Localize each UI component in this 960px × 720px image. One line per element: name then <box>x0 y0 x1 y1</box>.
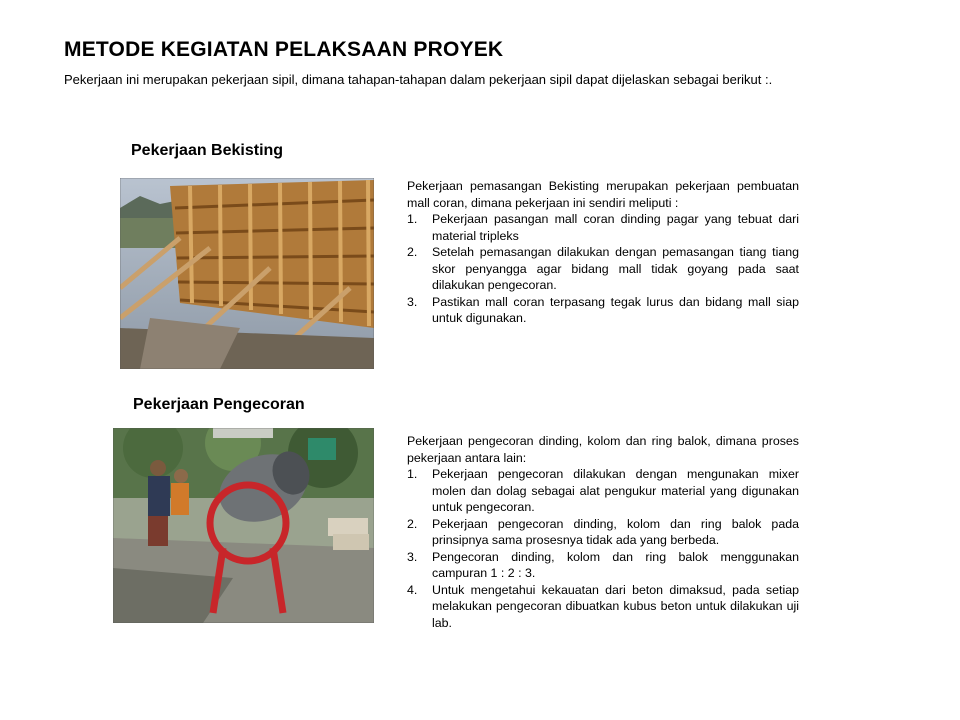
list-number: 1. <box>407 467 418 481</box>
list-text: Setelah pemasangan dilakukan dengan pemasangan tiang tiang skor penyangga agar bidang mall tidak goyang pada saat dilakukan pengecoran. <box>432 245 799 292</box>
list-text: Untuk mengetahui kekauatan dari beton dimaksud, pada setiap melakukan pengecoran dibuatkan kubus beton untuk dilakukan uji lab. <box>432 582 799 630</box>
concrete-mixer-photo <box>113 428 374 623</box>
list-number: 3. <box>407 549 418 564</box>
pengecoran-description <box>407 433 799 631</box>
section-heading-pengecoran: Pekerjaan Pengecoran <box>133 396 305 413</box>
list-text: Pekerjaan pasangan mall coran dinding pagar yang tebuat dari material tripleks <box>432 212 799 243</box>
bekisting-description <box>407 178 799 327</box>
list-number: 3. <box>407 294 418 309</box>
list-item <box>407 549 799 582</box>
list-item <box>407 244 799 294</box>
list-number: 4. <box>407 582 418 597</box>
list-number: 2. <box>407 245 418 259</box>
list-item <box>407 466 799 516</box>
list-item <box>407 294 799 327</box>
list-item <box>407 582 799 632</box>
bekisting-intro: Pekerjaan pemasangan Bekisting merupakan pekerjaan pembuatan mall coran, dimana pekerjaan ini sendiri meliputi : <box>407 179 799 210</box>
list-text: Pekerjaan pengecoran dilakukan dengan mengunakan mixer molen dan dolag sebagai alat pengukur material yang digunakan untuk pengecoran. <box>432 467 799 514</box>
list-text: Pekerjaan pengecoran dinding, kolom dan ring balok pada prinsipnya sama prosesnya tidak ada yang berbeda. <box>432 516 799 547</box>
list-item <box>407 516 799 549</box>
intro-text: Pekerjaan ini merupakan pekerjaan sipil, dimana tahapan-tahapan dalam pekerjaan sipil dapat dijelaskan sebagai berikut :. <box>64 72 773 87</box>
page-title: METODE KEGIATAN PELAKSAAN PROYEK <box>64 38 504 61</box>
list-number: 2. <box>407 516 418 531</box>
list-item <box>407 211 799 244</box>
section-heading-bekisting: Pekerjaan Bekisting <box>131 142 284 159</box>
pengecoran-intro: Pekerjaan pengecoran dinding, kolom dan ring balok, dimana proses pekerjaan antara lain: <box>407 434 799 465</box>
list-text: Pengecoran dinding, kolom dan ring balok menggunakan campuran 1 : 2 : 3. <box>432 549 799 580</box>
list-text: Pastikan mall coran terpasang tegak lurus dan bidang mall siap untuk digunakan. <box>432 294 799 325</box>
list-number: 1. <box>407 212 418 226</box>
formwork-photo <box>120 178 374 369</box>
